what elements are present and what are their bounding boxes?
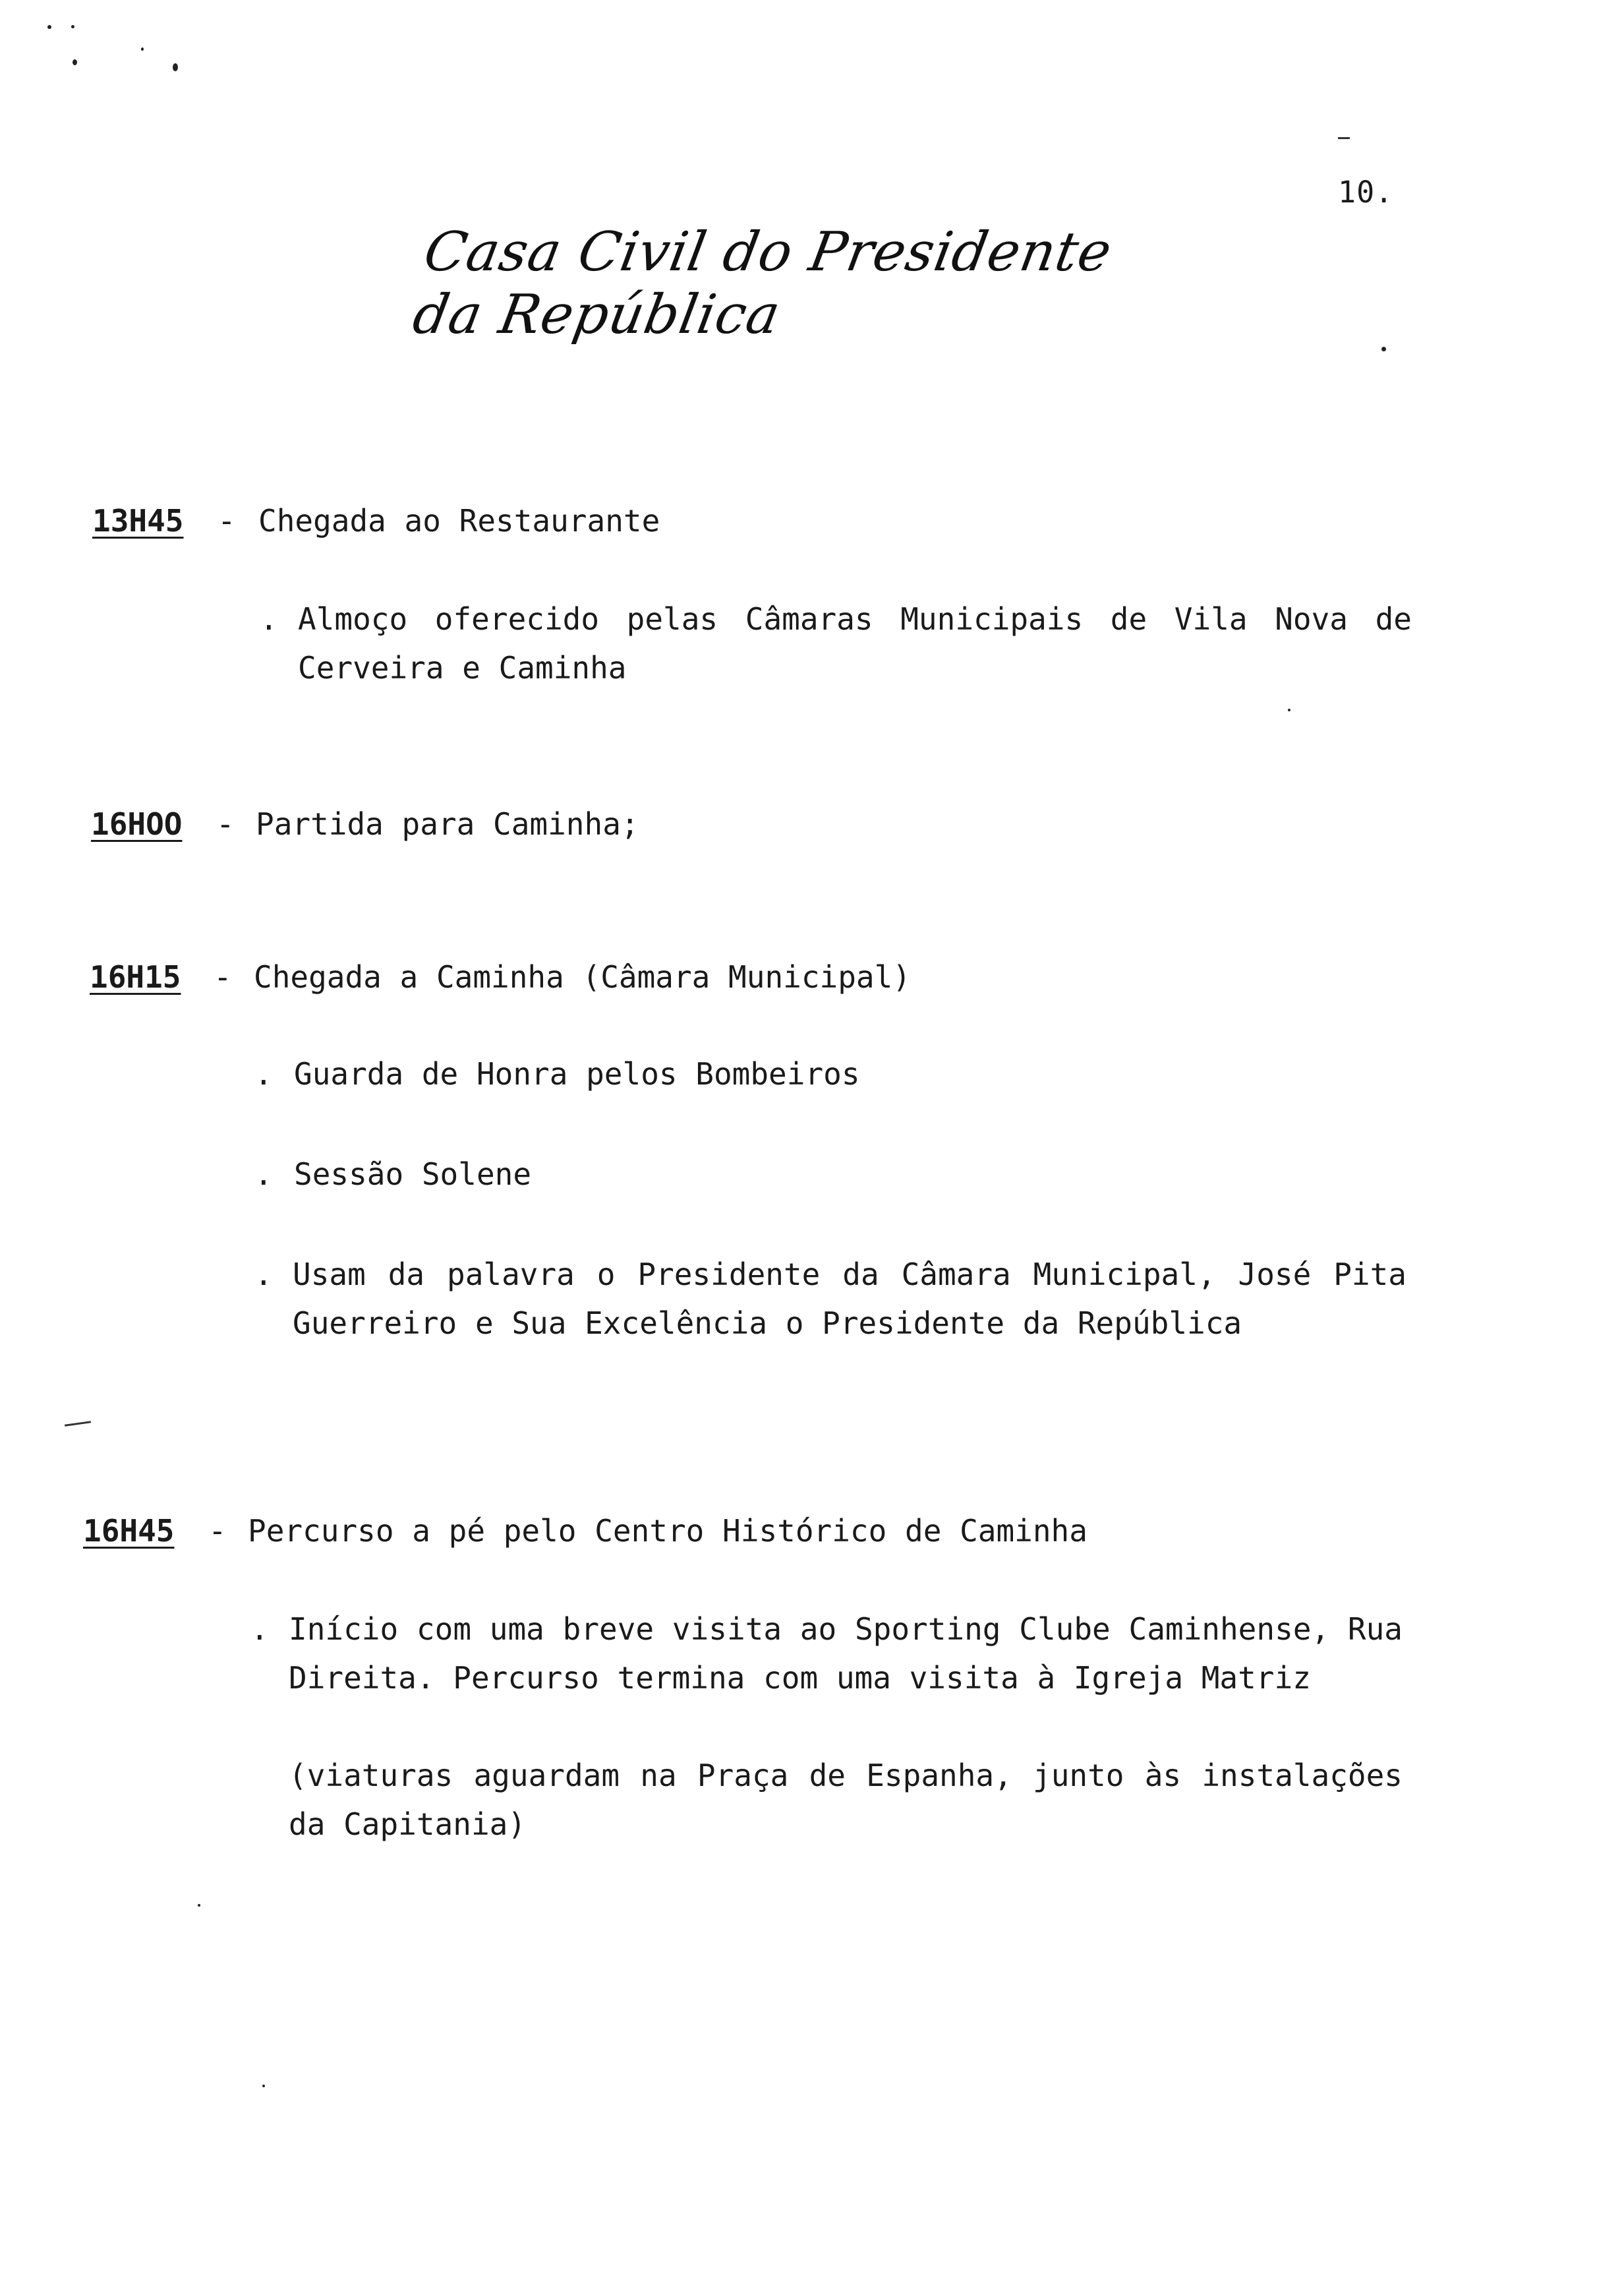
list-item: Usam da palavra o Presidente da Câmara Municipal, José Pita Guerreiro e Sua Excelência o Presidente da República xyxy=(293,1257,1406,1341)
entry-separator: - xyxy=(218,503,236,539)
list-item: Almoço oferecido pelas Câmaras Municipais de Vila Nova de Cerveira e Caminha xyxy=(298,601,1412,686)
scan-speck xyxy=(1381,347,1386,351)
entry-title: Partida para Caminha; xyxy=(256,806,639,842)
scan-speck xyxy=(173,63,178,71)
entry-title: Percurso a pé pelo Centro Histórico de Caminha xyxy=(248,1513,1088,1549)
entry-separator: - xyxy=(216,806,235,842)
list-item: Guarda de Honra pelos Bombeiros xyxy=(294,1056,860,1092)
list-bullet: . xyxy=(260,601,278,637)
entry-title: Chegada a Caminha (Câmara Municipal) xyxy=(254,959,911,995)
scan-speck xyxy=(141,47,144,51)
entry-separator: - xyxy=(214,959,232,995)
list-bullet: . xyxy=(254,1257,273,1292)
entry-time: 16HOO xyxy=(91,806,183,842)
entry-time: 13H45 xyxy=(92,503,184,539)
entry-title: Chegada ao Restaurante xyxy=(258,503,660,539)
entry-time: 16H15 xyxy=(90,959,181,995)
list-item-note: (viaturas aguardam na Praça de Espanha, junto às instalações da Capitania) xyxy=(289,1758,1403,1842)
scan-speck xyxy=(47,25,51,29)
list-item: Início com uma breve visita ao Sporting Clube Caminhense, Rua Direita. Percurso termina com uma visita à Igreja Matriz xyxy=(289,1611,1403,1696)
list-item: Sessão Solene xyxy=(294,1156,532,1192)
scan-speck xyxy=(72,59,77,65)
entry-separator: - xyxy=(208,1513,227,1549)
scan-mark xyxy=(65,1421,91,1427)
page-number: 10. xyxy=(1338,175,1394,210)
list-bullet: . xyxy=(254,1056,273,1092)
entry-time: 16H45 xyxy=(83,1513,175,1549)
list-bullet: . xyxy=(250,1611,269,1647)
scan-speck xyxy=(262,2085,265,2087)
list-bullet: . xyxy=(254,1156,273,1192)
scan-speck xyxy=(198,1904,200,1907)
scan-speck xyxy=(71,25,74,28)
scan-speck xyxy=(1288,709,1290,711)
letterhead: Casa Civil do Presidente da República xyxy=(408,221,1117,346)
scan-mark xyxy=(1338,137,1350,139)
